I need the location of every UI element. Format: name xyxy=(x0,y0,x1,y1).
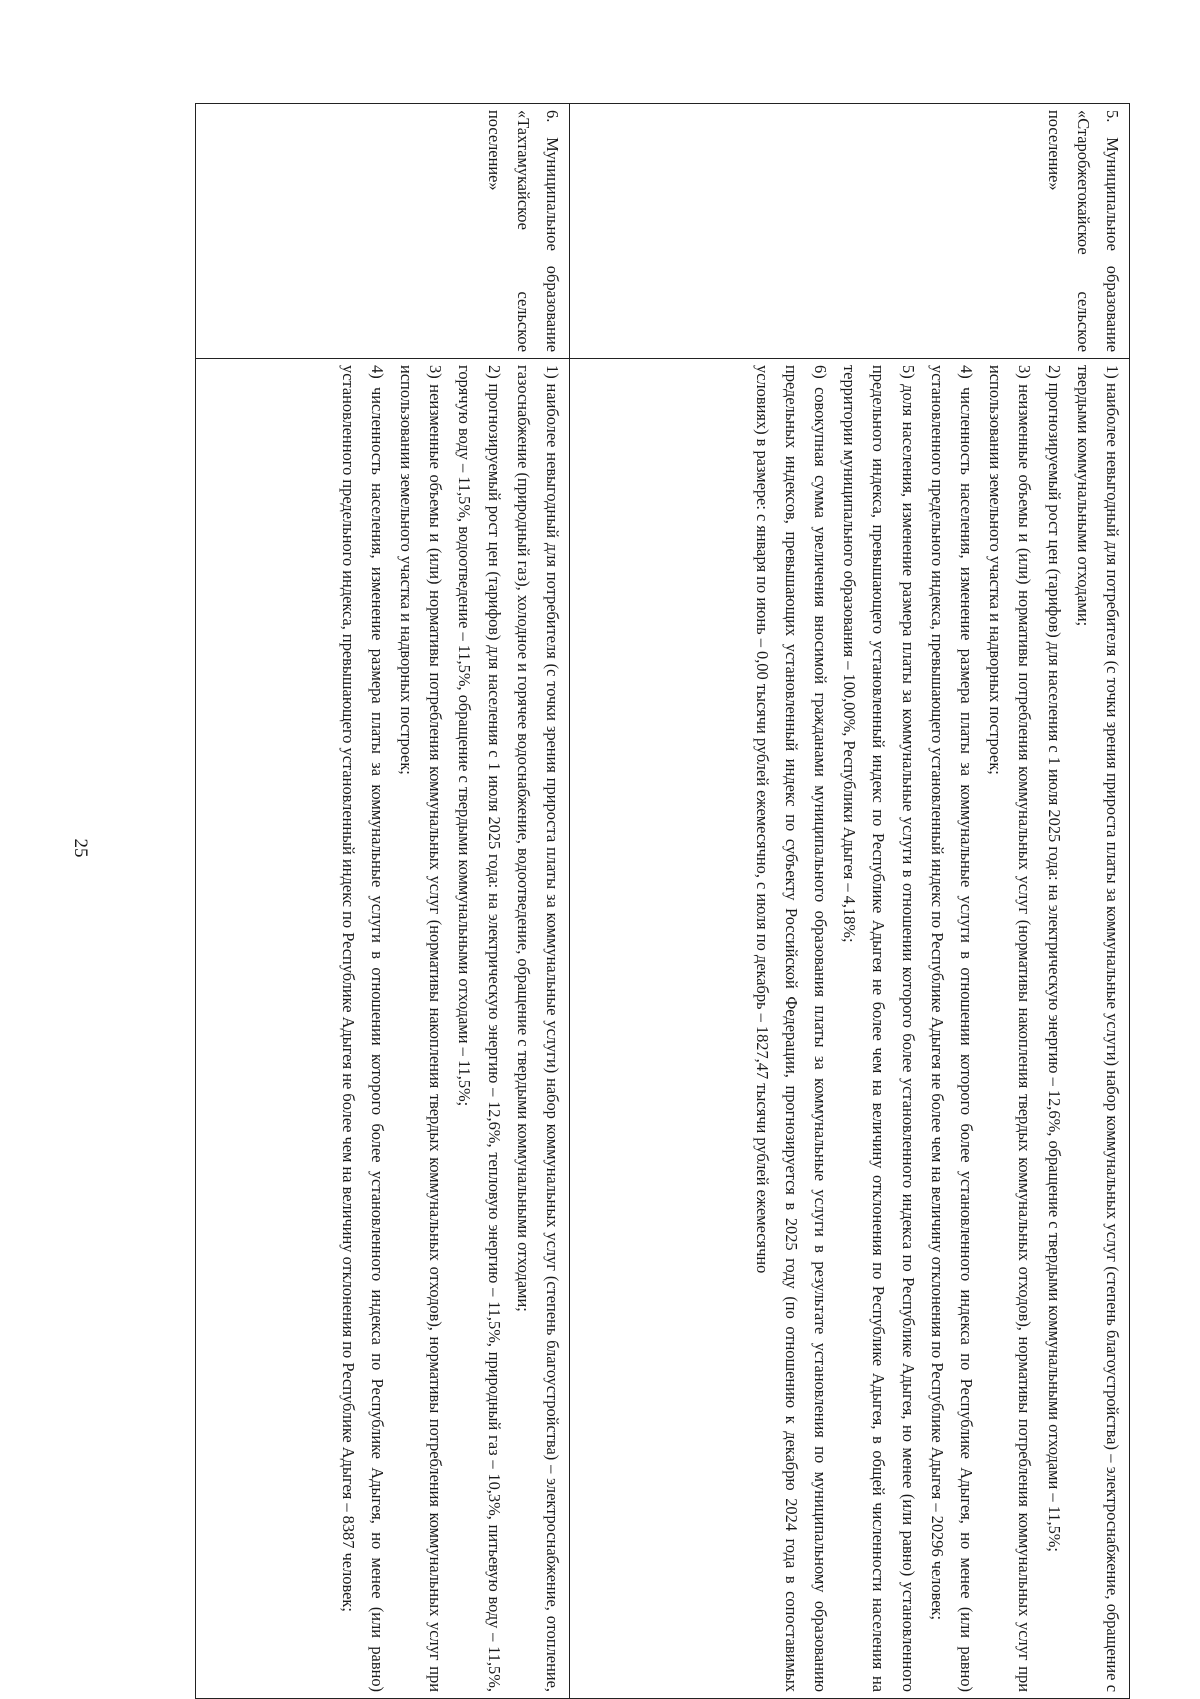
list-item: 2) прогнозируемый рост цен (тарифов) для населения с 1 июля 2025 года: на электрическую энергию – 12,6%, тепловую энергию – 11,5%, природный газ – 10,3%, питьевую воду – 11,5%, горячую воду – 11,5%, водоотведение – 11,5%, обращение с твердыми коммунальными отходами – 11,5%; xyxy=(455,365,504,1692)
municipality-table xyxy=(195,103,1130,1699)
list-item: 3) неизменные объемы и (или) нормативы потребления коммунальных услуг (нормативы накопления твердых коммунальных отходов), нормативы потребления коммунальных услуг при использовании земельного участка и надворных построек; xyxy=(396,365,446,1692)
rotated-table-container xyxy=(195,103,1130,1699)
list-item: 3) неизменные объемы и (или) нормативы потребления коммунальных услуг (нормативы накопления твердых коммунальных отходов), нормативы потребления коммунальных услуг при использовании земельного участка и надворных построек; xyxy=(986,365,1035,1692)
list-item: 5) доля населения, изменение размера платы за коммунальные услуги в отношении которого более установленного индекса по Республике Адыгея, но менее (или равно) установленного предельного индекса, превышающего установленный индекс по Республике Адыгея не более чем на величину отклонения по Республике Адыгея, в общей численности населения на территории муниципального образования – 100,00%, Республики Адыгея – 4,18%; xyxy=(840,365,918,1692)
list-item: 2) прогнозируемый рост цен (тарифов) для населения с 1 июля 2025 года: на электрическую энергию – 12,6%, обращение с твердыми коммунальными отходами – 11,5%; xyxy=(1044,365,1064,1552)
list-item: 6) совокупная сумма увеличения вносимой гражданами муниципального образования платы за коммунальные услуги в результате установления по муниципальному образованию предельных индексов, превышающих установленный индекс по субъекту Российской Федерации, прогнозируется в 2025 году (по отношению к декабрю 2024 года в сопоставимых условиях) в размере: с января по июнь – 0,00 тысячи рублей ежемесячно, с июля по декабрь – 1827,47 тысячи рублей ежемесячно xyxy=(752,365,830,1692)
list-item: 1) наиболее невыгодный для потребителя (с точки зрения прироста платы за коммунальные услуги) набор коммунальных услуг (степень благоустройства) – электроснабжение, обращение с твердыми коммунальными отходами; xyxy=(1073,365,1122,1692)
page-number: 25 xyxy=(70,838,91,858)
list-item: 1) наиболее невыгодный для потребителя (с точки зрения прироста платы за коммунальные услуги) набор коммунальных услуг (степень благоустройства) – электроснабжение, отопление, газоснабжение (природный газ), холодное и горячее водоснабжение, водоотведение, обращение с твердыми коммунальными отходами; xyxy=(513,365,562,1692)
municipality-name-cell: 6. Муниципальное образование «Тахтамукайское сельское поселение» xyxy=(196,104,570,359)
description-cell xyxy=(570,359,1130,1699)
list-item: 4) численность населения, изменение размера платы за коммунальные услуги в отношении которого более установленного индекса по Республике Адыгея, но менее (или равно) установленного предельного индекса, превышающего установленный индекс по Республике Адыгея не более чем на величину отклонения по Республике Адыгея – 20296 человек; xyxy=(927,365,976,1692)
table-row xyxy=(570,104,1130,1699)
description-cell xyxy=(196,359,570,1699)
municipality-name-cell: 5. Муниципальное образование «Старобжегокайское сельское поселение» xyxy=(570,104,1130,359)
list-item: 4) численность населения, изменение размера платы за коммунальные услуги в отношении которого более установленного индекса по Республике Адыгея, но менее (или равно) установленного предельного индекса, превышающего установленный индекс по Республике Адыгея не более чем на величину отклонения по Республике Адыгея – 8387 человек; xyxy=(338,365,387,1692)
table-row xyxy=(196,104,570,1699)
